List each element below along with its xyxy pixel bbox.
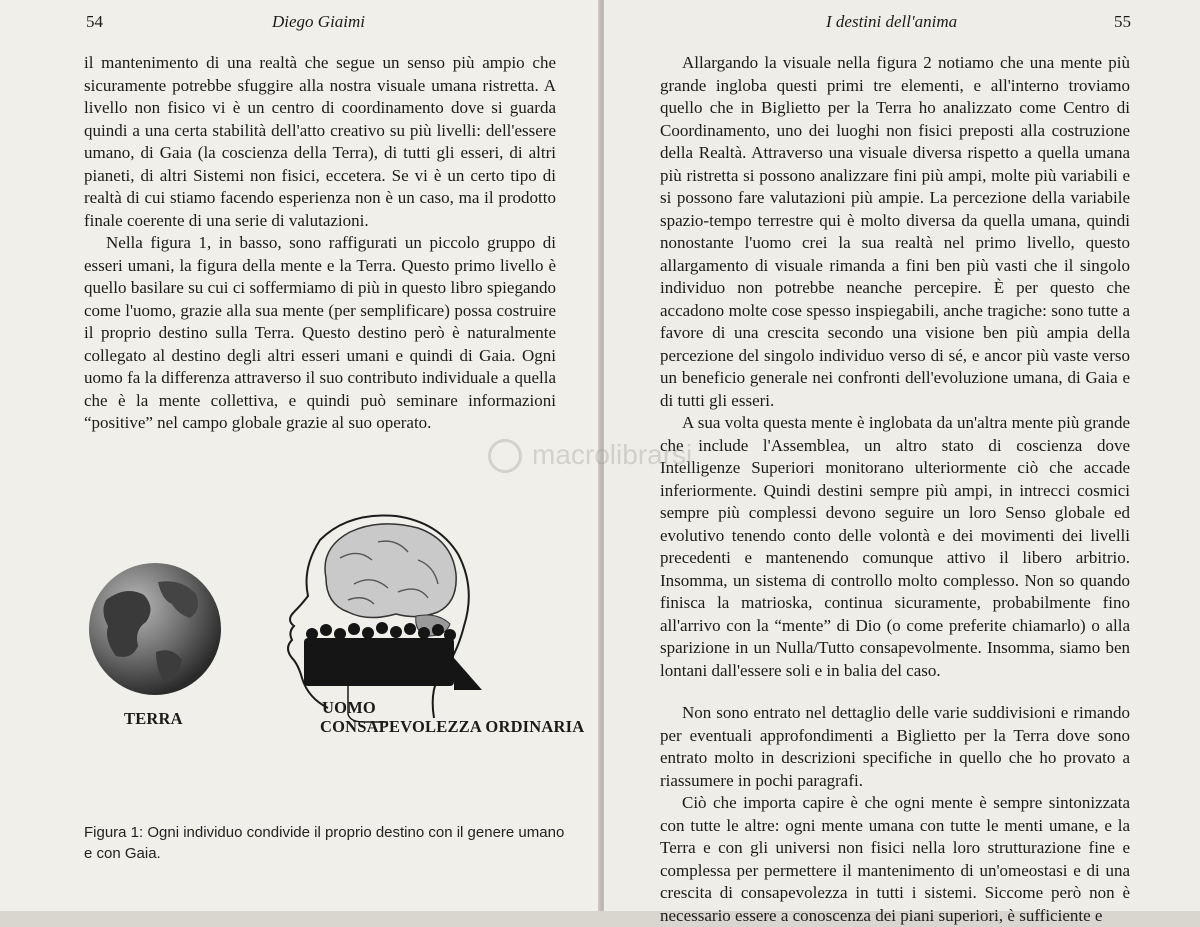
paragraph: il mantenimento di una realtà che segue un senso più ampio che sicuramente potrebbe sfuggire alla nostra visuale umana ristretta. A livello non fisico vi è un centro di coordinamento dove si guarda quindi a una certa stabilità dell'atto creativo su più livelli: dell'essere umano, di Gaia (la coscienza della Terra), di tutti gli esseri, di altri pianeti, di altri Sistemi non fisici, eccetera. Se vi è un certo tipo di realtà di cui stiamo facendo esperienza non è un caso, ma il prodotto finale coerente di una serie di valutazioni. [84, 53, 556, 230]
paragraph: Non sono entrato nel dettaglio delle varie suddivisioni e rimando per eventuali approfondimenti a Biglietto per la Terra dove sono entrato molto in descrizioni specifiche in quello che ho provato a riassumere in pochi paragrafi. [660, 703, 1130, 790]
man-label: UOMO [322, 698, 376, 717]
paragraph: Allargando la visuale nella figura 2 notiamo che una mente più grande ingloba questi primi tre elementi, e all'interno troviamo quello che in Biglietto per la Terra ho analizzato come Centro di Coordinamento, uno dei luoghi non fisici preposti alla costruzione della Realtà. Attraverso una visuale diversa rispetto a quella umana più ristretta si possono analizzare fini più ampi, molte più variabili e si possono fare valutazioni più ampie. La percezione della variabile spazio-tempo terrestre qui è molto diversa da quella umana, quindi nonostante l'uomo crei la sua realtà nel primo livello, questo allargamento di visuale rimanda a fini ben più vasti che il singolo individuo non potrebbe neanche percepire. È per questo che accadono molte cose spesso inspiegabili, anche tragiche: sono tutte a favore di una crescita secondo una visione ben più ampia della percezione del singolo individuo verso di sé, e ancor più vaste verso un beneficio generale nei confronti dell'evoluzione umana, di Gaia e di tutti gli esseri. [660, 53, 1130, 410]
watermark-logo-icon [488, 439, 522, 473]
earth-globe-illustration [86, 560, 224, 698]
ordinary-awareness-label: CONSAPEVOLEZZA ORDINARIA [320, 717, 585, 736]
paragraph: Nella figura 1, in basso, sono raffigurati un piccolo gruppo di esseri umani, la figura della mente e la Terra. Questo primo livello è quello basilare su cui ci soffermiamo di più in questo libro spiegando come l'uomo, grazie alla sua mente (per semplificare) possa costruire il proprio destino sulla Terra. Questo destino però è naturalmente collegato al destino degli altri esseri umani e quindi di Gaia. Ogni uomo fa la differenza attraverso il suo contributo individuale a quella che è la mente collettiva, e quindi può seminare informazioni “positive” nel campo globale grazie al suo operato. [84, 233, 556, 432]
paragraph: Ciò che importa capire è che ogni mente è sempre sintonizzata con tutte le altre: ogni mente umana con tutte le menti umane, e la Terra e con gli universi non fisici nella loro strutturazione fine e complessa per permettere il mantenimento di un'omeostasi e di una crescita di consapevolezza in tutti i sistemi. Siccome però non è necessario essere a conoscenza dei piani superiori, è sufficiente e [660, 793, 1130, 925]
page-number-left: 54 [86, 12, 103, 31]
running-head-right: I destini dell'anima [826, 12, 958, 31]
running-head-left: Diego Giaimi [272, 12, 366, 31]
paragraph: A sua volta questa mente è inglobata da un'altra mente più grande che include l'Assemblea, un altro stato di coscienza dove Intelligenze Superiori monitorano ulteriormente ciò che accade inferiormente. Quindi destini sempre più ampi, in intrecci cosmici sempre più complessi devono seguire un loro Senso globale ed evolutivo tenendo conto delle volontà e dei movimenti dei livelli precedenti e mantenendo comunque attivo il libero arbitrio. Insomma, un sistema di controllo molto complesso. Non so quando finisca la matrioska, continua sicuramente, probabilmente fino all'arrivo con la “mente” di Dio (o come preferite chiamarlo) o alla sparizione in un Nulla/Tutto consapevolmente. Insomma, siamo ben lontani dall'essere soli e in balia del caso. [660, 413, 1130, 680]
watermark [488, 433, 728, 483]
watermark-text: macrolibrarsi [532, 439, 693, 470]
figure-caption: Figura 1: Ogni individuo condivide il proprio destino con il genere umano e con Gaia. [84, 824, 565, 862]
right-body-text [660, 52, 1130, 927]
head-brain-illustration [268, 508, 490, 730]
left-body-text [84, 52, 556, 435]
earth-label: TERRA [124, 709, 183, 728]
page-number-right: 55 [1114, 12, 1131, 31]
